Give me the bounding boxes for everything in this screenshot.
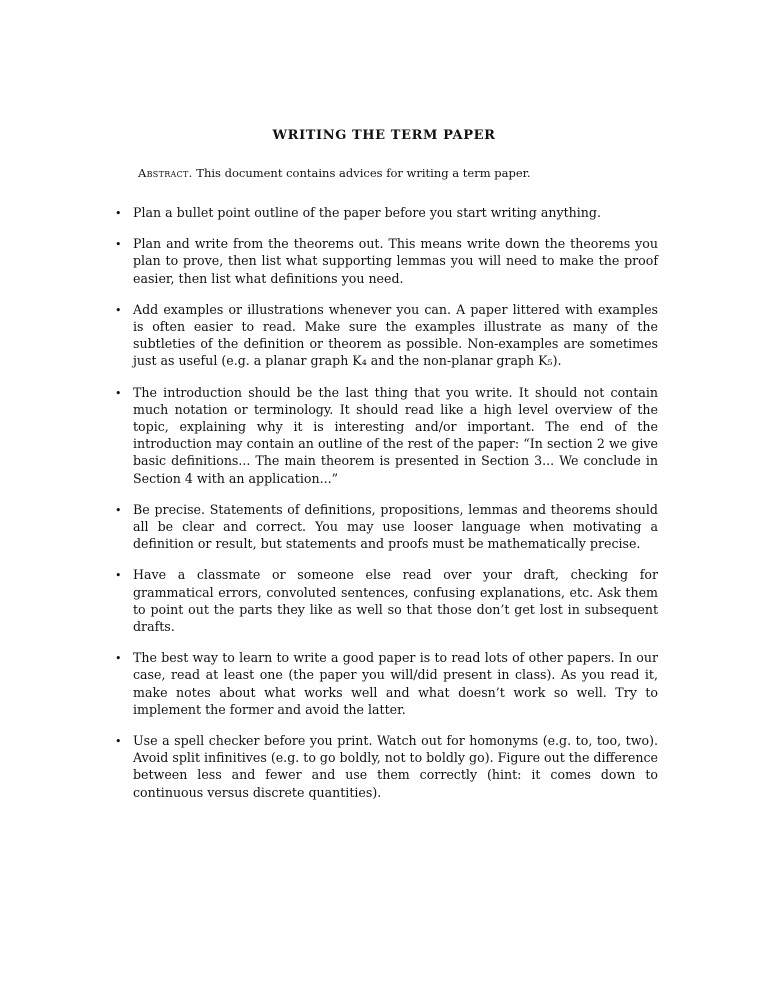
bullet-icon: •: [115, 386, 122, 400]
list-item-text: The introduction should be the last thing that you write. It should not contain much notation or terminology. It should read like a high level overview of the topic, explaining why it is interesting and/or important. The end of the introduction may contain an outline of the rest of the paper: “In section 2 we give basic definitions... The main theorem is presented in Section 3... We conclude in Section 4 with an application...”: [133, 384, 658, 486]
list-item-text: The best way to learn to write a good paper is to read lots of other papers. In our case, read at least one (the paper you will/did present in class). As you read it, make notes about what works well and what doesn’t work so well. Try to implement the former and avoid the latter.: [133, 650, 658, 717]
bullet-icon: •: [115, 303, 122, 317]
list-item: [108, 384, 658, 487]
list-item-text: Plan and write from the theorems out. This means write down the theorems you plan to prove, then list what supporting lemmas you will need to make the proof easier, then list what definitions you need.: [133, 236, 658, 286]
list-item-text: Have a classmate or someone else read over your draft, checking for grammatical errors, convoluted sentences, confusing explanations, etc. Ask them to point out the parts they like as well so that those don’t get lost in subsequent drafts.: [133, 567, 658, 635]
list-item-text: Add examples or illustrations whenever you can. A paper littered with examples is often easier to read. Make sure the examples illustrate as many of the subtleties of the definition or theorem as possible. Non-examples are sometimes just as useful (e.g. a planar graph K₄ and the non-planar graph K₅).: [133, 301, 658, 369]
document-title: WRITING THE TERM PAPER: [272, 128, 496, 143]
bullet-icon: •: [115, 569, 122, 583]
abstract-text: This document contains advices for writing a term paper.: [196, 166, 531, 180]
bullet-icon: •: [115, 735, 122, 749]
list-item: [108, 501, 658, 553]
list-item-text: Use a spell checker before you print. Watch out for homonyms (e.g. to, too, two). Avoid split infinitives (e.g. to go boldly, not to boldly go). Figure out the difference between less and fewer and use them correctly (hint: it comes down to continuous versus discrete quantities).: [133, 733, 658, 800]
list-item: [108, 204, 658, 221]
list-item: [108, 235, 658, 287]
bullet-icon: •: [115, 503, 122, 517]
list-item-text: Be precise. Statements of definitions, propositions, lemmas and theorems should all be clear and correct. You may use looser language when motivating a definition or result, but statements and proofs must be mathematically precise.: [133, 501, 658, 552]
list-item: [108, 732, 658, 801]
bullet-icon: •: [115, 207, 122, 220]
bullet-icon: •: [115, 652, 122, 666]
advice-list: [108, 204, 658, 815]
list-item: [108, 649, 658, 718]
abstract: [138, 166, 638, 180]
list-item: [108, 301, 658, 370]
bullet-icon: •: [115, 238, 122, 252]
list-item-text: Plan a bullet point outline of the paper before you start writing anything.: [133, 205, 601, 220]
list-item: [108, 566, 658, 635]
abstract-label: Abstract.: [138, 166, 193, 180]
